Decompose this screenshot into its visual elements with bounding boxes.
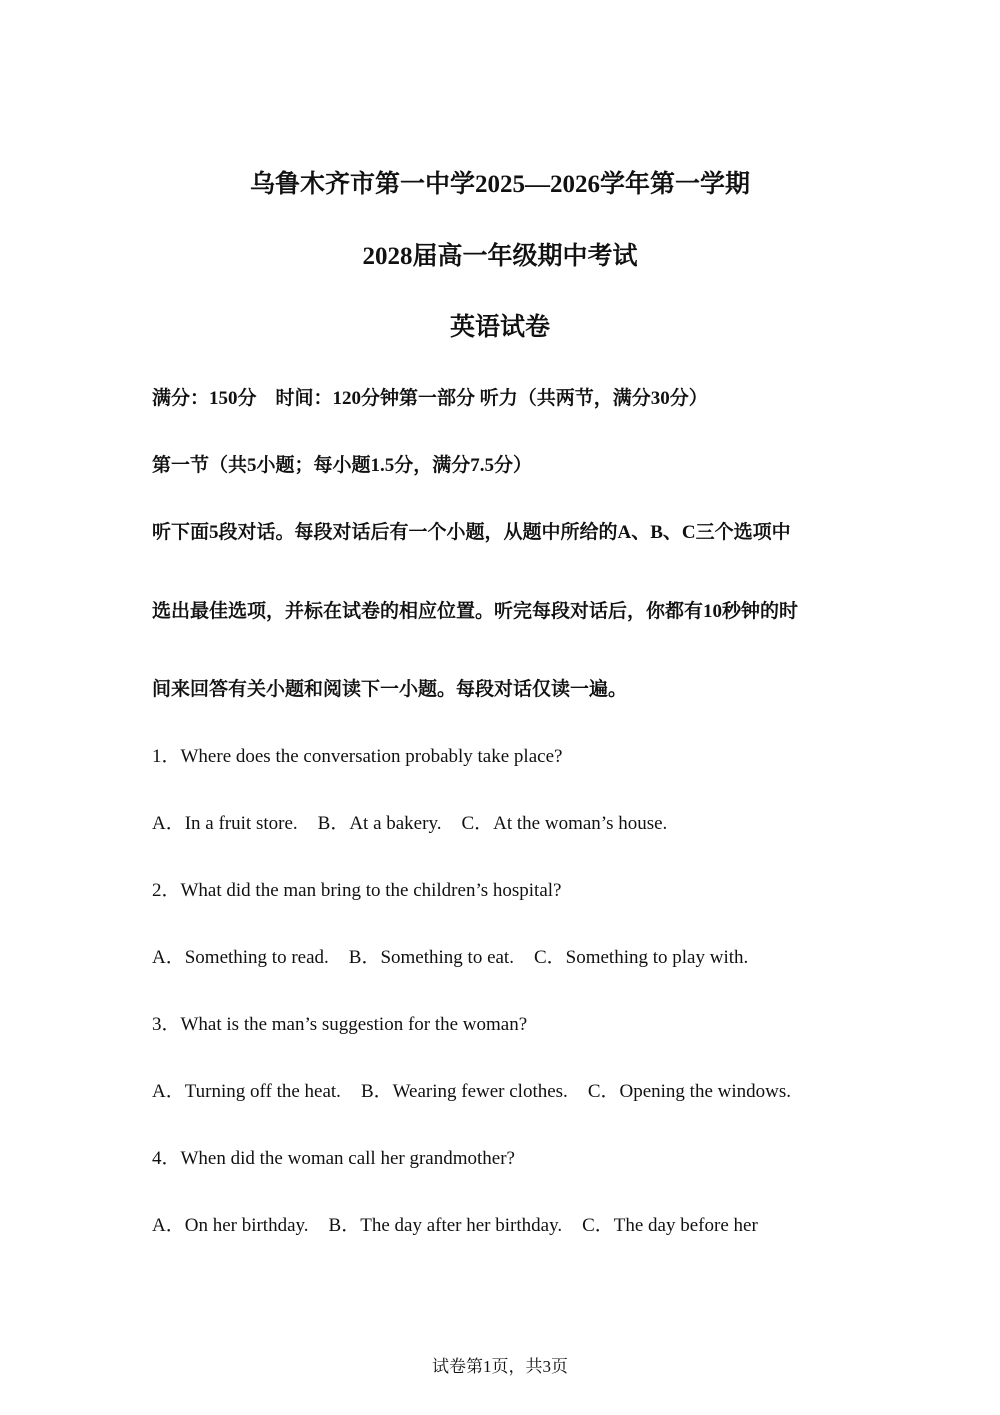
option-a: A．On her birthday. bbox=[152, 1215, 309, 1236]
option-c: C．Something to play with. bbox=[533, 947, 749, 968]
option-c: C．At the woman’s house. bbox=[461, 813, 668, 834]
exam-title-grade: 2028届高一年级期中考试 bbox=[362, 243, 638, 270]
question-options-2 bbox=[152, 946, 748, 970]
option-b: B．Something to eat. bbox=[348, 947, 514, 968]
page-footer: 试卷第1页，共3页 bbox=[432, 1357, 568, 1376]
score-time-line: 满分：150分 时间：120分钟第一部分 听力（共两节，满分30分） bbox=[152, 388, 708, 409]
question-options-3 bbox=[152, 1080, 791, 1104]
section-heading: 第一节（共5小题；每小题1.5分，满分7.5分） bbox=[152, 455, 533, 476]
question-options-4 bbox=[152, 1214, 758, 1238]
option-b: B．The day after her birthday. bbox=[328, 1215, 563, 1236]
instruction-line-3: 间来回答有关小题和阅读下一小题。每段对话仅读一遍。 bbox=[152, 679, 628, 700]
option-a: A．In a fruit store. bbox=[152, 813, 298, 834]
option-a: A．Something to read. bbox=[152, 947, 329, 968]
exam-title-school: 乌鲁木齐市第一中学2025—2026学年第一学期 bbox=[249, 171, 750, 198]
instruction-line-1: 听下面5段对话。每段对话后有一个小题，从题中所给的A、B、C三个选项中 bbox=[152, 522, 791, 543]
question-stem-3: 3．What is the man’s suggestion for the woman? bbox=[152, 1014, 528, 1035]
option-c: C．The day before her bbox=[582, 1215, 758, 1236]
question-stem-2: 2．What did the man bring to the children’s hospital? bbox=[152, 880, 562, 901]
option-a: A．Turning off the heat. bbox=[152, 1081, 341, 1102]
option-b: B．At a bakery. bbox=[317, 813, 442, 834]
exam-title-subject: 英语试卷 bbox=[449, 314, 550, 341]
option-c: C．Opening the windows. bbox=[587, 1081, 791, 1102]
question-options-1 bbox=[152, 812, 667, 836]
instruction-line-2: 选出最佳选项，并标在试卷的相应位置。听完每段对话后，你都有10秒钟的时 bbox=[152, 601, 799, 622]
option-b: B．Wearing fewer clothes. bbox=[360, 1081, 568, 1102]
question-stem-1: 1．Where does the conversation probably take place? bbox=[152, 746, 563, 767]
question-stem-4: 4．When did the woman call her grandmother? bbox=[152, 1148, 515, 1169]
